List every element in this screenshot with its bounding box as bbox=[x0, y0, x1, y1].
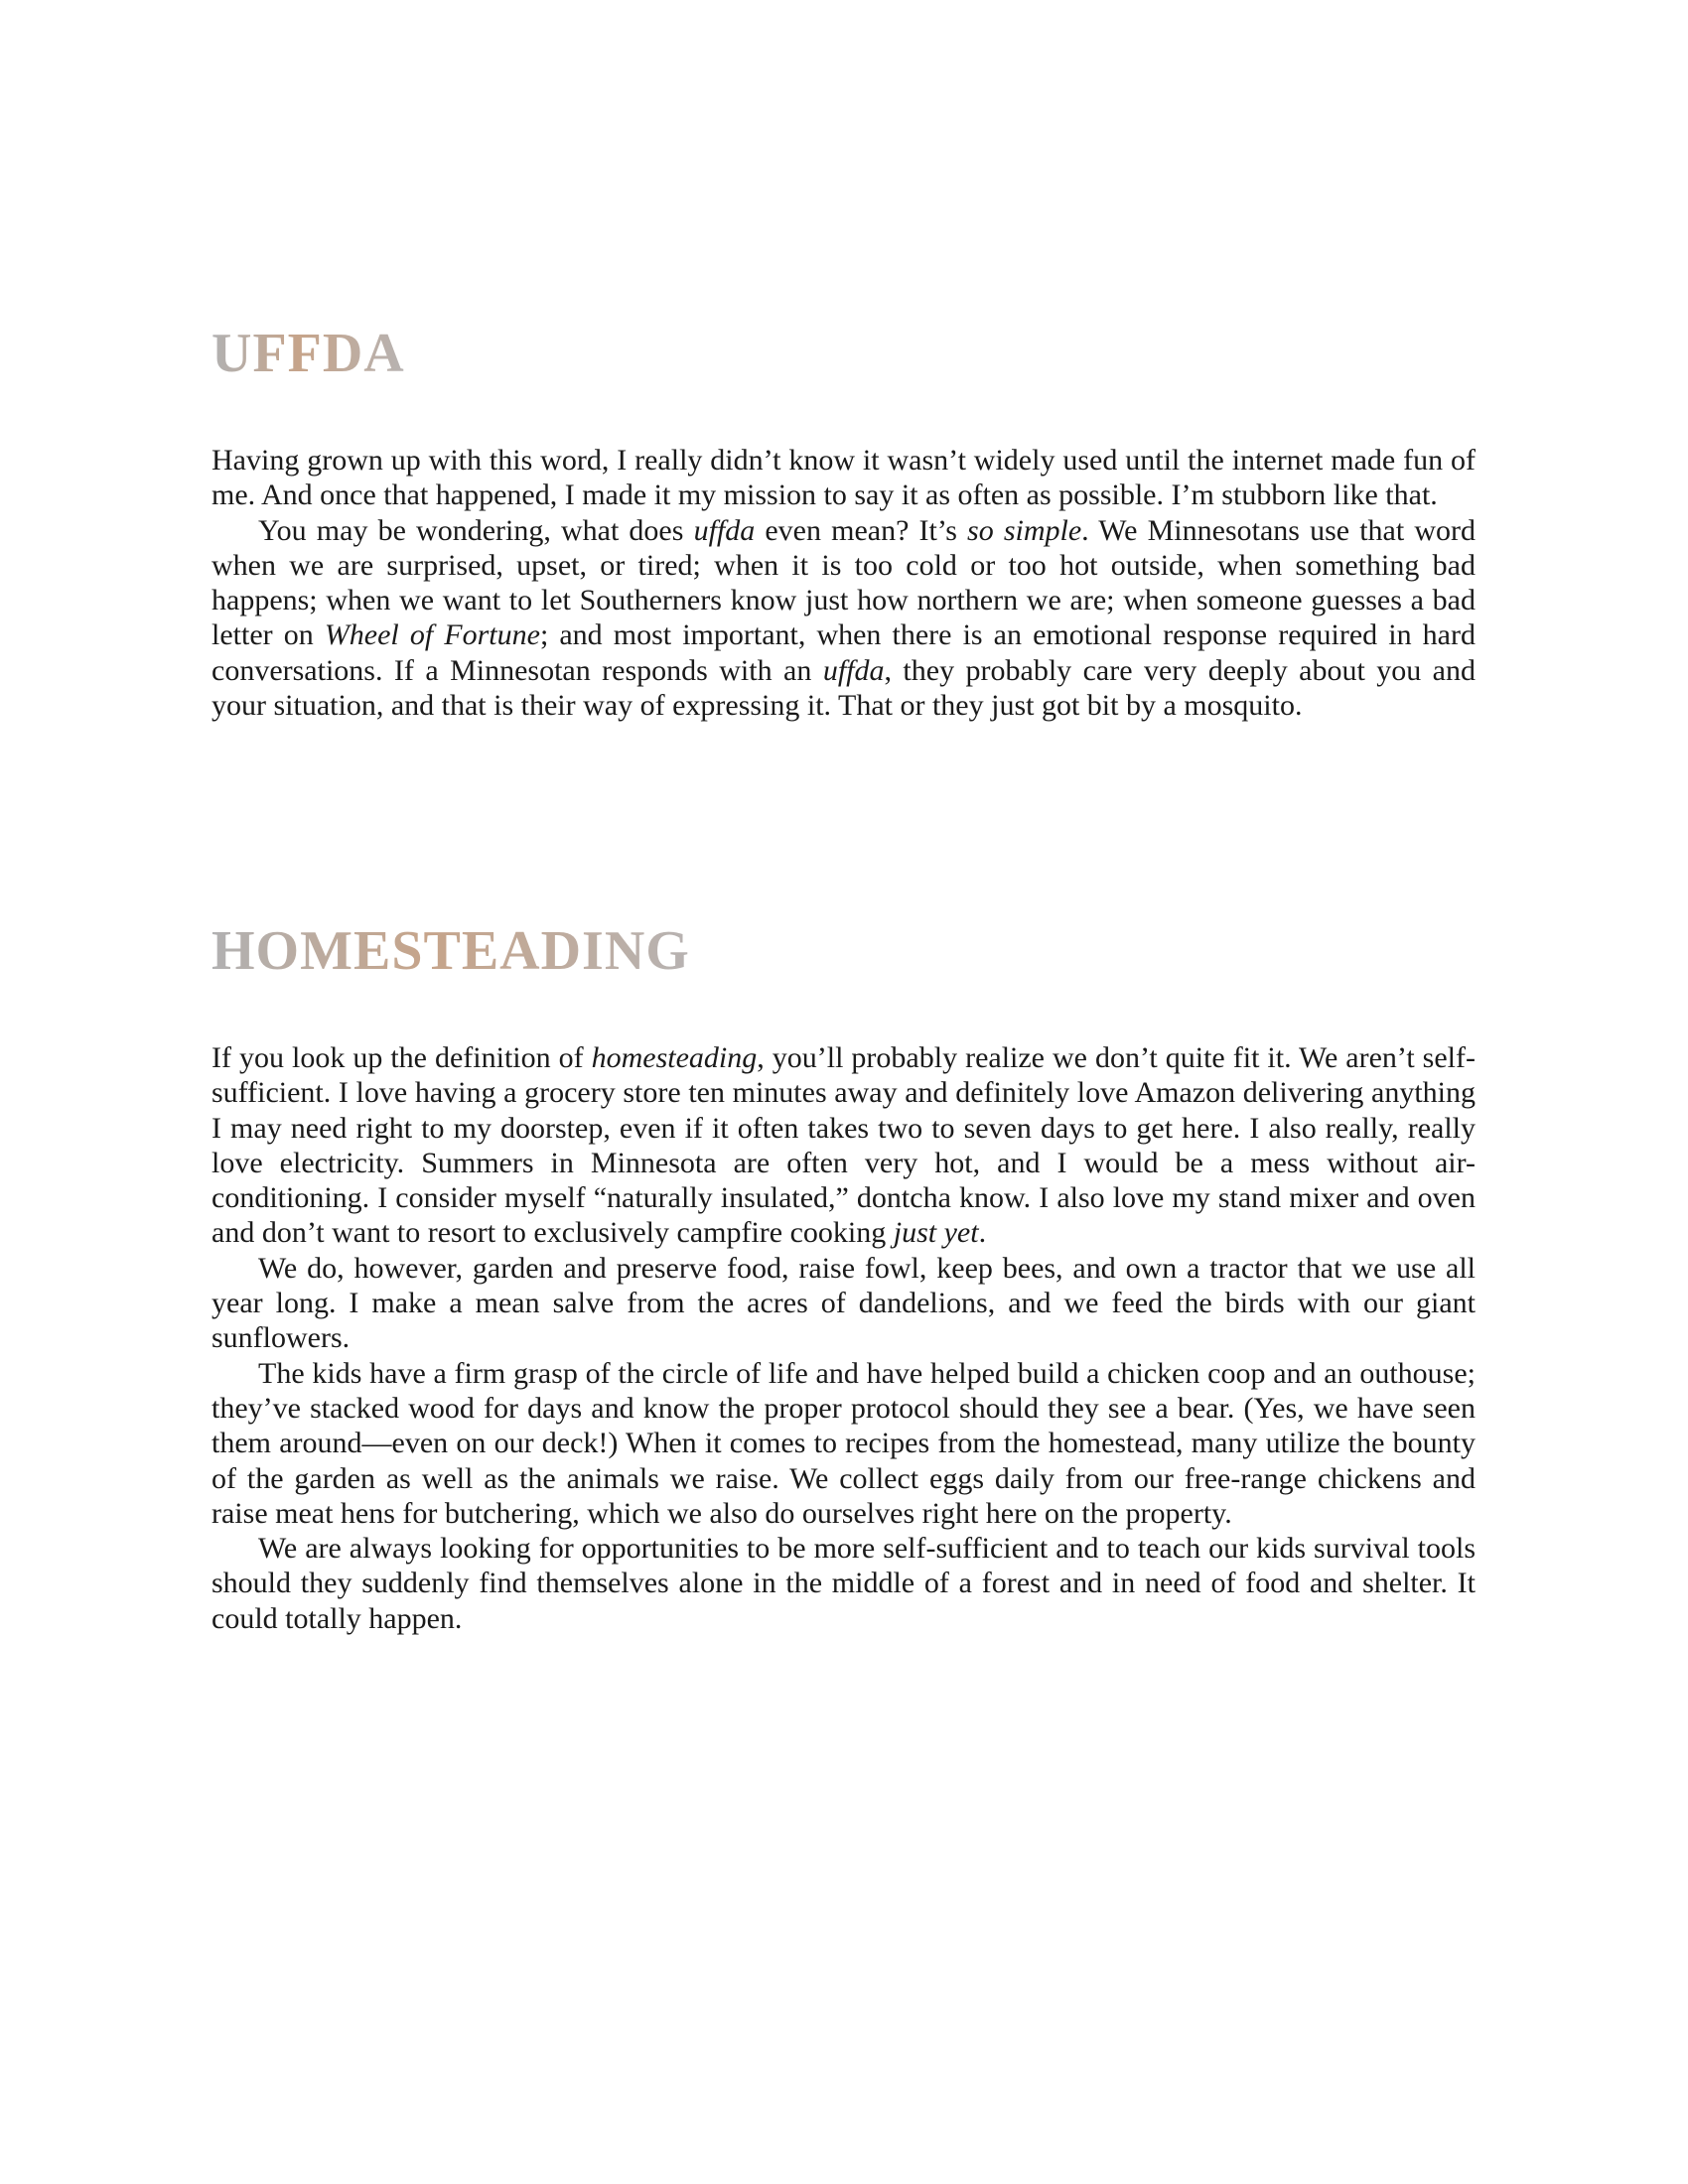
italic-text: Wheel of Fortune bbox=[324, 618, 540, 652]
text-run: We are always looking for opportunities to be more self-sufficient and to teach our kids survival tools should they suddenly find themselves alone in the middle of a forest and in need of food and shelter. It could totally happen. bbox=[211, 1532, 1476, 1635]
body-paragraph bbox=[211, 1040, 1476, 1251]
italic-text: uffda bbox=[822, 653, 885, 687]
body-paragraph bbox=[211, 1531, 1476, 1636]
section-body-uffda bbox=[211, 443, 1476, 723]
body-paragraph bbox=[211, 1356, 1476, 1531]
section-heading-uffda: UFFDA bbox=[211, 323, 405, 384]
body-paragraph bbox=[211, 443, 1476, 513]
italic-text: uffda bbox=[693, 513, 756, 547]
body-paragraph bbox=[211, 513, 1476, 724]
italic-text: so simple bbox=[967, 513, 1082, 547]
text-run: , they probably care very deeply about you and your situation, and that is their way of expressing it. That or they just got bit by a mosquito. bbox=[211, 653, 1476, 723]
section-body-homesteading bbox=[211, 1040, 1476, 1636]
body-paragraph bbox=[211, 1251, 1476, 1356]
text-run: Having grown up with this word, I really didn’t know it wasn’t widely used until the internet made fun of me. And once that happened, I made it my mission to say it as often as possible. I’m stubborn like that. bbox=[211, 444, 1476, 512]
italic-text: just yet bbox=[893, 1216, 979, 1250]
text-run: If you look up the definition of bbox=[211, 1041, 592, 1074]
text-run: . We Minnesotans use that word when we are surprised, upset, or tired; when it is too cold or too hot outside, when something bad happens; when we want to let Southerners know just how northern we are; when someone guesses a bad letter on bbox=[211, 513, 1476, 652]
text-run: , you’ll probably realize we don’t quite fit it. We aren’t self-sufficient. I love having a grocery store ten minutes away and definitely love Amazon delivering anything I may need right to my doorstep, even if it often takes two to seven days to get here. I also really, really love electricity. Summers in Minnesota are often very hot, and I would be a mess without air-conditioning. I consider myself “naturally insulated,” dontcha know. I also love my stand mixer and oven and don’t want to resort to exclusively campfire cooking bbox=[211, 1041, 1476, 1250]
italic-text: homesteading bbox=[591, 1041, 758, 1074]
text-run: The kids have a firm grasp of the circle of life and have helped build a chicken coop and an outhouse; they’ve stacked wood for days and know the proper protocol should they see a bear. (Yes, we have seen them around—even on our deck!) When it comes to recipes from the homestead, many utilize the bounty of the garden as well as the animals we raise. We collect eggs daily from our free-range chickens and raise meat hens for butchering, which we also do ourselves right here on the property. bbox=[211, 1356, 1476, 1530]
text-run: . bbox=[978, 1216, 987, 1250]
text-run: You may be wondering, what does bbox=[258, 513, 694, 547]
text-run: even mean? It’s bbox=[755, 513, 968, 547]
text-run: We do, however, garden and preserve food, raise fowl, keep bees, and own a tractor that we use all year long. I make a mean salve from the acres of dandelions, and we feed the birds with our giant sunflowers. bbox=[211, 1251, 1476, 1355]
section-heading-homesteading: HOMESTEADING bbox=[211, 920, 690, 982]
text-run: ; and most important, when there is an emotional response required in hard conversations. If a Minnesotan responds with an bbox=[211, 618, 1476, 687]
